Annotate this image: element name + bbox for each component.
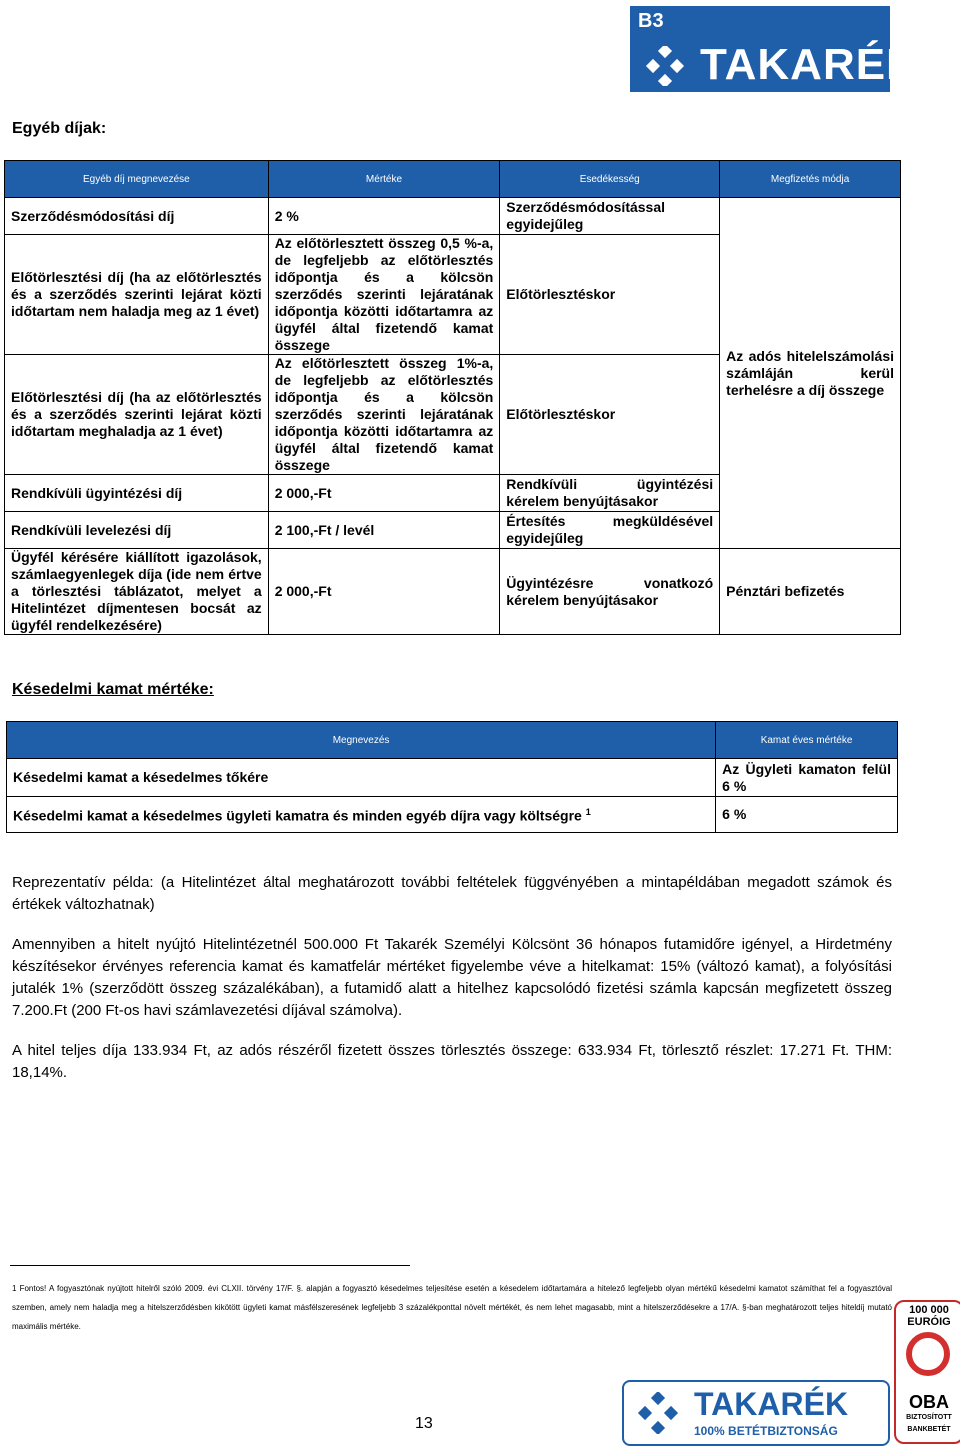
oba-insured: BIZTOSÍTOTT (906, 1414, 952, 1421)
fee-name: Előtörlesztési díj (ha az előtörlesztés és a szerződés szerinti lejárat közti időtartam meghaladja az 1 évet) (5, 355, 269, 475)
fee-amount: 2 000,-Ft (268, 475, 500, 512)
late-interest-name: Késedelmi kamat a késedelmes tőkére (7, 759, 716, 797)
col-header-payment: Megfizetés módja (720, 161, 901, 198)
footnote-divider (10, 1265, 410, 1266)
footnote: 1 Fontos! A fogyasztónak nyújtott hitelről szóló 2009. évi CLXII. törvény 17/F. §. alapján a fogyasztó késedelmes teljesítése esetén a késedelem időtartamára a hitelező legfeljebb olyan mértékű késedelmi kamatot számíthat fel a fogyasztóval szemben, amely nem haladja meg a hitelszerződésben kikötött ügyleti kamat másfélszeresének legfeljebb 3 százalékponttal növelt mértékét, és nem lehet magasabb, mint a hitelszerződésekre a 17/A. §-ban meghatározott teljes hiteldíj mutató maximális mértéke. (12, 1284, 892, 1331)
late-table-header (7, 722, 898, 759)
takarek-logo (630, 6, 919, 92)
representative-example-body: Amennyiben a hitelt nyújtó Hitelintézetnél 500.000 Ft Takarék Személyi Kölcsönt 36 hónapos futamidőre igényel, a Hirdetmény készítésekor érvényes referencia kamat és kamatfelár mértéket figyelembe véve a hitelkamat: 15% (változó kamat), a folyósítási jutalék 1% (szerződött összeg százalékában), a futamidő alatt a hitelhez kapcsolódó fizetési számla kapcsán megfizetett összeg 7.200.Ft (200 Ft-os havi számlavezetési díjával számolva). (12, 936, 892, 1019)
table-row (5, 198, 901, 235)
col-header-name: Egyéb díj megnevezése (5, 161, 269, 198)
representative-example-intro: Reprezentatív példa: (a Hitelintézet által meghatározott további feltételek függvényében a mintapéldában megadott számok és értékek változhatnak) (12, 874, 892, 913)
late-interest-rate: 6 % (716, 797, 898, 833)
oba-bank-deposit: BANKBETÉT (907, 1426, 951, 1433)
fee-due: Ügyintézésre vonatkozó kérelem benyújtásakor (500, 549, 720, 635)
logo-mark-icon (640, 46, 690, 86)
fee-due: Előtörlesztéskor (500, 355, 720, 475)
fee-payment-method: Az adós hitelelszámolási számláján kerül terhelésre a díj összege (720, 198, 901, 549)
section-title-other-fees: Egyéb díjak: (12, 120, 107, 137)
fee-amount: 2 000,-Ft (268, 549, 500, 635)
fee-amount: 2 % (268, 198, 500, 235)
late-interest-table (6, 721, 898, 833)
fee-name: Rendkívüli levelezési díj (5, 512, 269, 549)
fee-due: Értesítés megküldésével egyidejűleg (500, 512, 720, 549)
logo-tagline: 100% BETÉTBIZTONSÁG (694, 1424, 838, 1438)
fee-payment-method: Pénztári befizetés (720, 549, 901, 635)
fee-due: Rendkívüli ügyintézési kérelem benyújtásakor (500, 475, 720, 512)
fee-amount: Az előtörlesztett összeg 1%-a, de legfeljebb az előtörlesztés időpontja és a kölcsön szerződés szerinti lejáratának időpontja közötti időtartamra az ügyfél által fizetendő kamat összege (268, 355, 500, 475)
fee-name: Szerződésmódosítási díj (5, 198, 269, 235)
fee-amount: Az előtörlesztett összeg 0,5 %-a, de legfeljebb az előtörlesztés időpontja és a kölcsön szerződés szerinti lejáratának időpontja közötti időtartamra az ügyfél által fizetendő kamat összege (268, 235, 500, 355)
late-interest-name (7, 797, 716, 833)
col-header-due: Esedékesség (500, 161, 720, 198)
fees-table (4, 160, 901, 635)
oba-amount: 100 000 (909, 1304, 949, 1316)
table-row (7, 759, 898, 797)
late-interest-rate: Az Ügyleti kamaton felül 6 % (716, 759, 898, 797)
oba-currency: EURÓIG (907, 1316, 951, 1328)
footnote-ref: 1 (585, 807, 591, 818)
takarek-deposit-logo (622, 1380, 890, 1446)
oba-label: OBA (909, 1392, 949, 1412)
col-header-annual-rate: Kamat éves mértéke (716, 722, 898, 759)
table-row (7, 797, 898, 833)
logo-b3-text: B3 (638, 10, 664, 32)
logo-mark-icon (634, 1392, 682, 1434)
fee-due: Szerződésmódosítással egyidejűleg (500, 198, 720, 235)
late-interest-name-text: Késedelmi kamat a késedelmes ügyleti kamatra és minden egyéb díjra vagy költségre (13, 807, 582, 824)
fee-name: Előtörlesztési díj (ha az előtörlesztés és a szerződés szerinti lejárat közti időtartam nem haladja meg az 1 évet) (5, 235, 269, 355)
oba-circle-icon (906, 1332, 950, 1376)
representative-example-result: A hitel teljes díja 133.934 Ft, az adós részéről fizetett összes törlesztés összege: 633.934 Ft, törlesztő részlet: 17.271 Ft. THM: 18,14%. (12, 1042, 892, 1081)
oba-deposit-badge (894, 1300, 960, 1444)
section-title-late-interest: Késedelmi kamat mértéke: (12, 681, 214, 698)
fee-name: Ügyfél kérésére kiállított igazolások, számlaegyenlegek díja (ide nem értve a törlesztési táblázatot, melyet a Hitelintézet díjmentesen bocsát az ügyfél rendelkezésére) (5, 549, 269, 635)
fee-name: Rendkívüli ügyintézési díj (5, 475, 269, 512)
fee-due: Előtörlesztéskor (500, 235, 720, 355)
fees-table-header (5, 161, 901, 198)
logo-wordmark: TAKARÉK (700, 40, 919, 89)
col-header-amount: Mértéke (268, 161, 500, 198)
page-number: 13 (415, 1415, 433, 1432)
col-header-designation: Megnevezés (7, 722, 716, 759)
fee-amount: 2 100,-Ft / levél (268, 512, 500, 549)
table-row (5, 549, 901, 635)
logo-wordmark: TAKARÉK (694, 1386, 849, 1422)
